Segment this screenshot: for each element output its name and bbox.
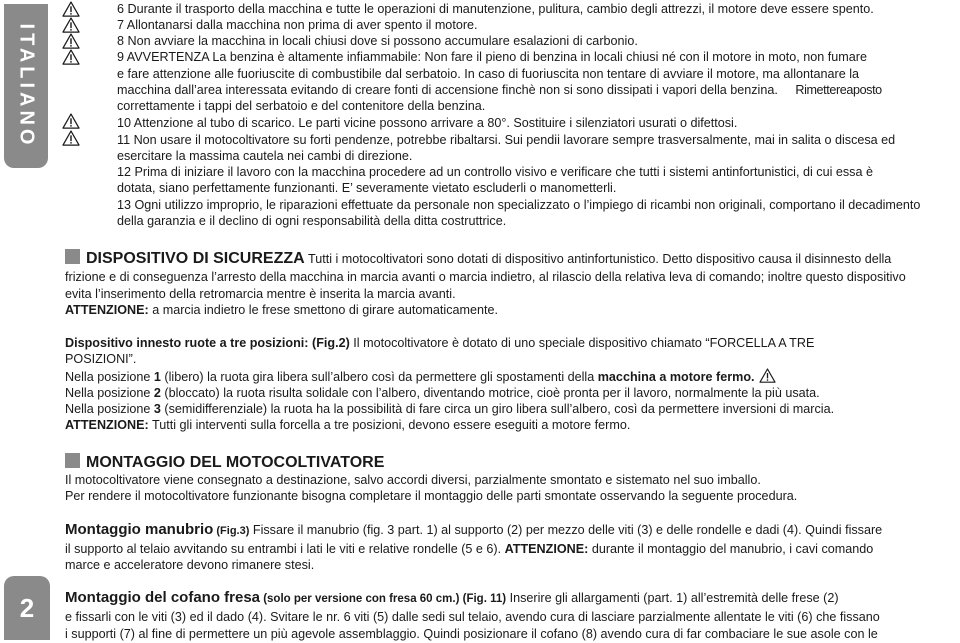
manubrio-line: marce e acceleratore devono rimanere stesi. xyxy=(65,558,315,572)
warning-9-line: correttamente i tappi del serbatoio e del contenitore della benzina. xyxy=(117,99,486,113)
warning-icon xyxy=(62,33,80,49)
language-tab-label: ITALIANO xyxy=(15,23,38,149)
position-text: Nella posizione xyxy=(65,386,154,400)
montaggio-line: Il motocoltivatore viene consegnato a destinazione, salvo accordi diversi, parzialmente smontato e sistemato nel suo imballo. xyxy=(65,473,761,487)
section-bullet xyxy=(65,249,80,264)
warning-9-tail: Rimettereaposto xyxy=(795,83,882,97)
cofano-line xyxy=(65,590,839,607)
warning-9-line: 9 AVVERTENZA La benzina è altamente infiammabile: Non fare il pieno di benzina in locali chiusi né con il motore in moto, non fumare xyxy=(117,50,867,64)
sicurezza-heading-line xyxy=(65,249,891,267)
warning-icon xyxy=(62,1,80,17)
sicurezza-attention xyxy=(65,302,498,318)
warning-9-line xyxy=(117,82,882,98)
ruote-heading: Dispositivo innesto ruote a tre posizioni: (Fig.2) xyxy=(65,336,350,350)
warning-6: 6 Durante il trasporto della macchina e tutte le operazioni di manutenzione, pulitura, cambio degli attrezzi, il motore deve essere spento. xyxy=(117,2,874,16)
manubrio-text: Fissare il manubrio (fig. 3 part. 1) al supporto (2) per mezzo delle viti (3) e delle rondelle e dadi (4). Quindi fissare xyxy=(249,523,883,537)
warning-icon xyxy=(62,17,80,33)
warning-icon xyxy=(759,368,776,383)
warning-icon xyxy=(62,113,80,129)
montaggio-heading-line xyxy=(65,453,384,471)
sicurezza-text: Tutti i motocoltivatori sono dotati di dispositivo antinfortunistico. Detto dispositivo causa il disinnesto della xyxy=(307,252,892,266)
warning-11-line: 11 Non usare il motocoltivatore su forti pendenze, potrebbe ribaltarsi. Sui pendii lavorare sempre trasversalmente, mai in salita o discesa ed xyxy=(117,133,896,147)
position-text: (libero) la ruota gira libera sull’albero così da permettere gli spostamenti della xyxy=(160,370,598,384)
ruote-line: POSIZIONI”. xyxy=(65,352,137,366)
warning-13-line: della garanzia e il declino di ogni responsabilità della ditta costruttrice. xyxy=(117,214,507,228)
section-bullet xyxy=(65,453,80,468)
figure-ref: (Fig.3) xyxy=(213,525,250,537)
position-emphasis: macchina a motore fermo. xyxy=(597,370,755,384)
manubrio-line xyxy=(65,541,873,557)
attention-label: ATTENZIONE: xyxy=(65,303,149,317)
position-3 xyxy=(65,401,834,417)
position-2 xyxy=(65,385,820,401)
attention-text: Tutti gli interventi sulla forcella a tre posizioni, devono essere eseguiti a motore fermo. xyxy=(148,418,631,432)
warning-8: 8 Non avviare la macchina in locali chiusi dove si possono accumulare esalazioni di carbonio. xyxy=(117,34,638,48)
position-number: 3 xyxy=(153,402,161,416)
manubrio-text: il supporto al telaio avvitando su entrambi i lati le viti e relative rondelle (5 e 6). xyxy=(65,542,505,556)
montaggio-line: Per rendere il motocoltivatore funzionante bisogna completare il montaggio delle parti smontate osservando la seguente procedura. xyxy=(65,489,798,503)
manubrio-line xyxy=(65,522,882,539)
position-text: Nella posizione xyxy=(65,402,154,416)
cofano-line: i supporti (7) al fine di permettere un più agevole assemblaggio. Quindi posizionare il cofano (8) avendo cura di far combaciare le sue asole con le xyxy=(65,627,878,641)
position-text: Nella posizione xyxy=(65,370,154,384)
language-tab xyxy=(4,4,48,168)
position-text: (bloccato) la ruota risulta solidale con l’albero, diventando motrice, cioè pronta per il lavoro, normalmente la più usata. xyxy=(160,386,820,400)
attention-label: ATTENZIONE: xyxy=(504,542,589,556)
manubrio-text: durante il montaggio del manubrio, i cavi comando xyxy=(588,542,874,556)
warning-9-text: macchina dall’area interessata evitando di creare fonti di accensione finchè non si sono dissipati i vapori della benzina. xyxy=(117,83,778,97)
sicurezza-line: evita l’inserimento della retromarcia mentre è inserita la marcia avanti. xyxy=(65,287,456,301)
warning-7: 7 Allontanarsi dalla macchina non prima di aver spento il motore. xyxy=(117,18,478,32)
warning-9-line: e fare attenzione alle fuoriuscite di combustibile dal serbatoio. In caso di fuoriuscita non tentare di avviare il motore, ma allontanare la xyxy=(117,67,860,81)
position-number: 1 xyxy=(153,370,161,384)
subsection-title: Montaggio manubrio xyxy=(65,521,214,538)
position-text: (semidifferenziale) la ruota ha la possibilità di fare circa un giro libera sull’albero, così da permettere inversioni di marcia. xyxy=(160,402,835,416)
warning-13-line: 13 Ogni utilizzo improprio, le riparazioni effettuate da personale non specializzato o l’impiego di ricambi non originali, comportano il decadimento xyxy=(117,198,921,212)
subsection-title: Montaggio del cofano fresa xyxy=(65,589,261,606)
warning-icon xyxy=(62,49,80,65)
page-number: 2 xyxy=(4,576,50,640)
sicurezza-line: frizione e di conseguenza l’arresto della macchina in marcia avanti o marcia indietro, al rilascio della relativa leva di comando; inoltre questo dispositivo xyxy=(65,270,906,284)
attention-text: a marcia indietro le frese smettono di girare automaticamente. xyxy=(148,303,499,317)
cofano-text: Inserire gli allargamenti (part. 1) all’estremità delle frese (2) xyxy=(506,591,839,605)
warning-icon xyxy=(62,130,80,146)
figure-ref: (solo per versione con fresa 60 cm.) (Fig. 11) xyxy=(260,593,507,605)
section-heading: DISPOSITIVO DI SICUREZZA xyxy=(86,250,305,267)
attention-label: ATTENZIONE: xyxy=(65,418,149,432)
warning-11-line: esercitare la massima cautela nei cambi di direzione. xyxy=(117,149,413,163)
position-number: 2 xyxy=(153,386,161,400)
section-heading: MONTAGGIO DEL MOTOCOLTIVATORE xyxy=(86,454,385,471)
ruote-text: Il motocoltivatore è dotato di uno speciale dispositivo chiamato “FORCELLA A TRE xyxy=(349,336,815,350)
ruote-attention xyxy=(65,417,630,433)
cofano-line: e fissarli con le viti (3) ed il dado (4). Svitare le nr. 6 viti (5) dalle sedi sul telaio, avendo cura di lasciare parzialmente allentate le viti (6) che fissano xyxy=(65,610,880,624)
warning-10: 10 Attenzione al tubo di scarico. Le parti vicine possono arrivare a 80°. Sostituire i silenziatori usurati o difettosi. xyxy=(117,116,738,130)
warning-12-line: dotata, siano perfettamente funzionanti. E’ severamente vietato escluderli o manometterli. xyxy=(117,181,617,195)
warning-12-line: 12 Prima di iniziare il lavoro con la macchina procedere ad un controllo visivo e verificare che tutti i sistemi antinfortunistici, di cui essa è xyxy=(117,165,873,179)
position-1 xyxy=(65,368,776,385)
ruote-heading-line xyxy=(65,335,814,351)
